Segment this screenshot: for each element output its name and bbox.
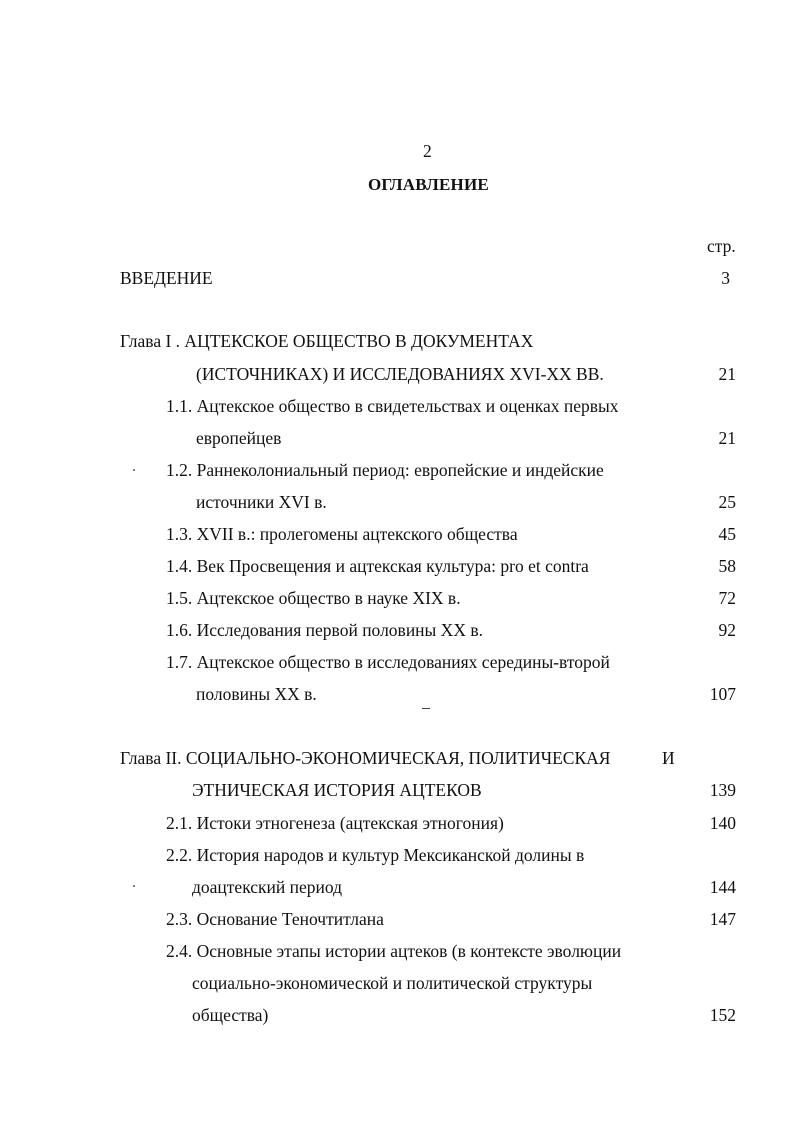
toc-page-section-2-3: 147 [709,909,736,929]
toc-page-section-1-6: 92 [718,620,736,640]
toc-entry-intro: ВВЕДЕНИЕ [120,268,213,288]
toc-chapter-1-line1: Глава I . АЦТЕКСКОЕ ОБЩЕСТВО В ДОКУМЕНТАХ [120,331,534,351]
toc-section-1-3: 1.3. XVII в.: пролегомены ацтекского общества [166,524,518,544]
toc-section-1-1-line1: 1.1. Ацтекское общество в свидетельствах и оценках первых [166,396,619,416]
toc-section-1-7-line1: 1.7. Ацтекское общество в исследованиях середины-второй [166,652,610,672]
scan-speck [422,708,430,709]
toc-section-2-1: 2.1. Истоки этногенеза (ацтекская этногония) [166,813,504,833]
toc-chapter-1-line2: (ИСТОЧНИКАХ) И ИССЛЕДОВАНИЯХ XVI-XX ВВ. [196,364,604,384]
toc-page-chapter-2: 139 [709,780,736,800]
page-number: 2 [423,141,432,161]
toc-section-1-5: 1.5. Ацтекское общество в науке XIX в. [166,588,461,608]
toc-section-1-1-line2: европейцев [196,428,282,448]
toc-page-section-1-4: 58 [718,556,736,576]
toc-chapter-2-line2: ЭТНИЧЕСКАЯ ИСТОРИЯ АЦТЕКОВ [192,780,482,800]
toc-page-section-1-3: 45 [718,524,736,544]
toc-page-section-2-1: 140 [709,813,736,833]
toc-section-2-4-line3: общества) [192,1005,269,1025]
toc-page-section-2-2: 144 [709,877,736,897]
page-column-header: стр. [707,236,736,256]
toc-section-2-2-line1: 2.2. История народов и культур Мексиканской долины в [166,845,585,865]
toc-section-1-2-line1: 1.2. Раннеколониальный период: европейские и индейские [166,460,604,480]
scan-speck [133,885,135,887]
toc-page-section-1-7: 107 [709,684,736,704]
toc-section-2-4-line1: 2.4. Основные этапы истории ацтеков (в контексте эволюции [166,941,622,961]
toc-chapter-2-line1: Глава II. СОЦИАЛЬНО-ЭКОНОМИЧЕСКАЯ, ПОЛИТИЧЕСКАЯ [120,748,611,768]
toc-page-intro: 3 [721,268,730,288]
toc-page-section-1-1: 21 [718,428,736,448]
toc-page-section-1-5: 72 [718,588,736,608]
scan-speck [133,469,135,471]
toc-section-2-3: 2.3. Основание Теночтитлана [166,909,384,929]
toc-section-1-4: 1.4. Век Просвещения и ацтекская культура: pro et contra [166,556,589,576]
toc-section-2-2-line2: доацтекский период [192,877,343,897]
toc-section-1-7-line2: половины XX в. [196,684,317,704]
toc-section-1-6: 1.6. Исследования первой половины XX в. [166,620,483,640]
toc-chapter-2-line1-tail: И [662,748,675,768]
toc-section-2-4-line2: социально-экономической и политической структуры [192,973,593,993]
toc-section-1-2-line2: источники XVI в. [196,492,327,512]
toc-page-section-1-2: 25 [718,492,736,512]
page-title: ОГЛАВЛЕНИЕ [368,175,489,194]
toc-page-section-2-4: 152 [709,1005,736,1025]
toc-page-chapter-1: 21 [718,364,736,384]
